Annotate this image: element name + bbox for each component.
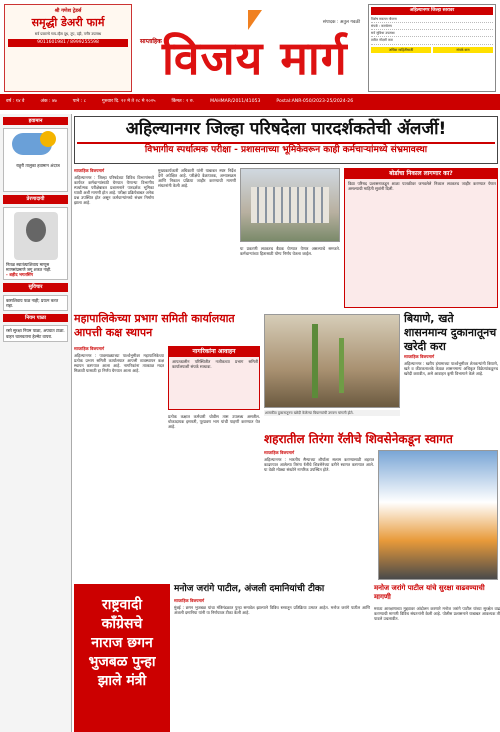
ad-name: समृद्धी डेअरी फार्म [31, 16, 105, 30]
board-result-body [348, 181, 496, 305]
highlight-line: भुजबळ पुन्हा [88, 653, 156, 670]
seed-photo-caption: शासकीय दुकानातूनच खरेदी केलेल्या बियाण्यांची उगवण चांगली होते. [264, 410, 400, 416]
weekly-label: साप्ताहिक [140, 38, 162, 45]
story2-headline [74, 312, 258, 340]
sun-icon [40, 131, 56, 147]
zp-building-photo [240, 168, 340, 242]
story5-byline: साप्ताहिक विजयमार्ग [174, 598, 205, 603]
story3-column [404, 354, 498, 444]
ad-right-row: त्वरित नोंदणी करा [371, 37, 493, 44]
story2-notice-text: आपत्कालीन परिस्थितीत नजीकच्या प्रभाग समिती कार्यालयाशी संपर्क साधावा. [172, 359, 258, 369]
lead-column-2 [158, 168, 236, 308]
lead-subhead: विभागीय स्पर्धात्मक परीक्षा - प्रशासनाच्या भूमिकेवरून काही कर्मचाऱ्यांमध्ये संभ्रमावस्था [77, 142, 495, 156]
story5-headline-text: मनोज जरांगे पाटील, अंजली दमानियांची टीका [174, 584, 325, 594]
quote-author: - शहीद भगतसिंग [6, 272, 33, 277]
ad-right-row: विशेष सवलत योजना [371, 16, 493, 23]
inspiration-title: प्रेरणादायी [3, 195, 68, 203]
right-advertisement [368, 4, 496, 92]
highlight-text [78, 596, 166, 690]
lead-column-3 [240, 246, 340, 308]
tiranga-rally-photo [378, 450, 498, 580]
board-result-box [344, 168, 498, 308]
lead-column-1 [74, 168, 154, 308]
dairy-advertisement [4, 4, 132, 92]
story3-byline: साप्ताहिक विजयमार्ग [404, 354, 435, 359]
story4-column [264, 450, 374, 580]
issue-year: वर्ष : १४ वे [6, 99, 25, 105]
issue-price: किंमत : २ रु. [171, 99, 195, 105]
story2-byline: साप्ताहिक विजयमार्ग [74, 346, 105, 351]
flag-icon [248, 10, 262, 30]
story2-notice-box [168, 346, 260, 410]
story3-text: अहिल्यानगर : खरीप हंगामाच्या पार्श्वभूमीवर शेतकऱ्यांनी बियाणे, खते व कीटकनाशके केवळ शासनमान्य अधिकृत विक्रेत्यांकडूनच खरेदी करावीत, असे आवाहन कृषी विभागाने केले आहे. [404, 360, 498, 376]
masthead-header [0, 0, 500, 112]
story5-column [174, 598, 370, 732]
editor-name: संपादक : अतुल गवळी [322, 20, 360, 25]
story6-block [374, 584, 500, 732]
issue-postal: Postal:ANR-050/2023-25/2024-26 [276, 99, 354, 105]
story2-headline-text: महापालिकेच्या प्रभाग समिती कार्यालयात आपत्ती कक्ष स्थापन [74, 312, 235, 339]
ad-right-row: संपर्क : कार्यालय [371, 23, 493, 30]
story4-text: अहिल्यानगर : भारतीय सैन्याच्या शौर्याला सलाम करण्यासाठी शहरात काढण्यात आलेल्या तिरंगा रॅलीचे शिवसेनेच्या वतीने स्वागत करण्यात आले. या वेळी मोठ्या संख्येने नागरिक उपस्थित होते. [264, 456, 374, 472]
lead-text-3: या प्रकरणी लवकरच बैठक घेण्यात येणार असल्याचे समजते. कर्मचाऱ्यांच्या हितासाठी योग्य निर्णय घेतला जाईल. [240, 246, 340, 256]
newspaper-title-block [140, 10, 360, 90]
story5-text: मुंबई : छगन भुजबळ यांचा मंत्रिमंडळात पुन्हा समावेश झाल्याने विविध स्तरातून प्रतिक्रिया उमटत आहेत. मनोज जरांगे पाटील आणि अंजली दमानिया यांनी या निर्णयावर टीका केली आहे. [174, 604, 370, 615]
story2-text-2: प्रत्येक कक्षात कर्मचारी चोवीस तास उपलब्ध असतील. धोकादायक इमारती, पूरप्रवण भाग यांची पाहणी करण्यात येत आहे. [168, 414, 260, 429]
lead-headline: अहिल्यानगर जिल्हा परिषदेला पारदर्शकतेची ॲलर्जी! [125, 119, 447, 139]
lead-byline: साप्ताहिक विजयमार्ग [74, 168, 105, 173]
weather-box [3, 128, 68, 192]
lead-banner [74, 116, 498, 164]
issue-info-bar [0, 94, 500, 110]
thought-box [3, 295, 68, 312]
board-result-text: विद्या परिषद प्रशासनाकडून शाळा पातळीवर जमवलेले निकाल लवकरच जाहीर करण्यात येणार असल्याची माहिती सूत्रांनी दिली. [348, 181, 496, 191]
issue-rni: MAHMAR/2011/41053 [210, 99, 261, 105]
thought-title: सुविचार [3, 283, 68, 291]
ad-right-band: अहिल्यानगर जिल्हा स्तरावर [371, 7, 493, 15]
weather-text: राहुरी तालुका हवामान अंदाज [16, 163, 60, 169]
highlight-line: काँग्रेसचे [101, 615, 143, 632]
left-sidebar [0, 114, 72, 732]
ad-desc: सर्व प्रकारचे गाय-म्हैस दूध, तूप, दही, पनीर उपलब्ध [34, 32, 102, 36]
ad-right-bottom-right: संपर्क करा [433, 47, 493, 53]
portrait-image [14, 212, 58, 260]
ad-right-bottom-left: अधिक माहितीसाठी [371, 47, 431, 53]
thought-text: कष्टाशिवाय फळ नाही; प्रयत्न करत राहा. [6, 297, 59, 308]
ad-phone: 9011601981 / 8999255598 [8, 39, 128, 47]
highlight-line: नाराज छगन [91, 634, 153, 651]
board-result-title: बोर्डाचा निकाल लागणार का? [345, 169, 497, 179]
main-content [74, 114, 500, 732]
story3-headline [404, 312, 498, 353]
story4-headline [264, 432, 498, 447]
story2-notice-title: नागरिकांना आवाहन [169, 347, 259, 357]
ad-right-row: सर्व सुविधा उपलब्ध [371, 30, 493, 37]
lead-text-2: मुख्यकार्यकारी अधिकारी यांनी याबाबत स्पष्ट निर्देश देणे अपेक्षित आहे. परीक्षेचे वेळापत्रक, अभ्यासक्रम आणि निकाल प्रक्रिया जाहीर करण्याची मागणी संघटनांनी केली आहे. [158, 168, 236, 188]
rules-box [3, 325, 68, 342]
story6-text: मराठा आरक्षणाच्या मुद्द्यावर आंदोलन करणारे मनोज जरांगे पाटील यांच्या सुरक्षेत वाढ करण्याची मागणी विविध संघटनांनी केली आहे. पोलीस प्रशासनाने याबाबत आवश्यक ती पावले उचलावीत. [374, 606, 500, 621]
highlight-line: झाले मंत्री [97, 672, 147, 689]
story6-headline: मनोज जरांगे पाटील यांचे सुरक्षा वाढवण्याची मागणी [374, 584, 485, 601]
quote-text: नितळ स्वातंत्र्याशिवाय माणूस माणसांप्रमाणे जगू शकत नाही. [6, 261, 52, 272]
seed-sprout-photo [264, 314, 400, 408]
issue-date: गुरुवार दि. २२ मे ते २८ मे २०२५ [102, 99, 156, 105]
issue-number: अंक : ४७ [40, 99, 57, 105]
minister-highlight-box [74, 584, 170, 732]
story2-text: अहिल्यानगर : पावसाळ्याच्या पार्श्वभूमीवर महापालिकेच्या प्रत्येक प्रभाग समिती कार्यालयात आपत्ती व्यवस्थापन कक्ष स्थापन करण्यात आला आहे. नागरिकांना तात्काळ मदत मिळावी यासाठी हा निर्णय घेण्यात आला आहे. [74, 352, 164, 373]
story5-headline [174, 584, 364, 595]
story6-column [374, 606, 500, 732]
rules-title: नियम पाळा [3, 314, 68, 322]
story4-headline-text: शहरातील तिरंगा रॅलीचे शिवसेनेकडून स्वागत [264, 432, 453, 446]
ad-line1: श्री गणेश ट्रेडर्स [54, 8, 82, 14]
rules-text: रस्ते सुरक्षा नियम पाळा, अपघात टाळा. वाहन चालवताना हेल्मेट वापरा. [6, 328, 65, 339]
newspaper-title: विजय मार्ग [162, 31, 348, 85]
story2-notice-body [172, 359, 258, 407]
highlight-line: राष्ट्रवादी [102, 597, 142, 613]
story3-headline-text: बियाणे, खते शासनमान्य दुकानातूनच खरेदी करा [404, 312, 497, 353]
story2-column-2 [168, 414, 260, 580]
quote-box [3, 207, 68, 281]
lead-text-1: अहिल्यानगर : जिल्हा परिषदेच्या विविध विभागांमध्ये कार्यरत कर्मचाऱ्यांसाठी घेण्यात येणाऱ्या विभागीय स्पर्धात्मक परीक्षेबाबत प्रशासनाने पारदर्शक भूमिका घ्यावी अशी मागणी होत आहे. परीक्षा प्रक्रियेबाबत अनेक प्रश्न उपस्थित होत असून कर्मचाऱ्यांमध्ये संभ्रम निर्माण झाला आहे. [74, 174, 154, 205]
weather-title: हवामान [3, 117, 68, 125]
story2-column-1 [74, 346, 164, 580]
issue-pages: पाने : ८ [72, 99, 86, 105]
story4-byline: साप्ताहिक विजयमार्ग [264, 450, 295, 455]
ad-right-bottom [371, 47, 493, 53]
